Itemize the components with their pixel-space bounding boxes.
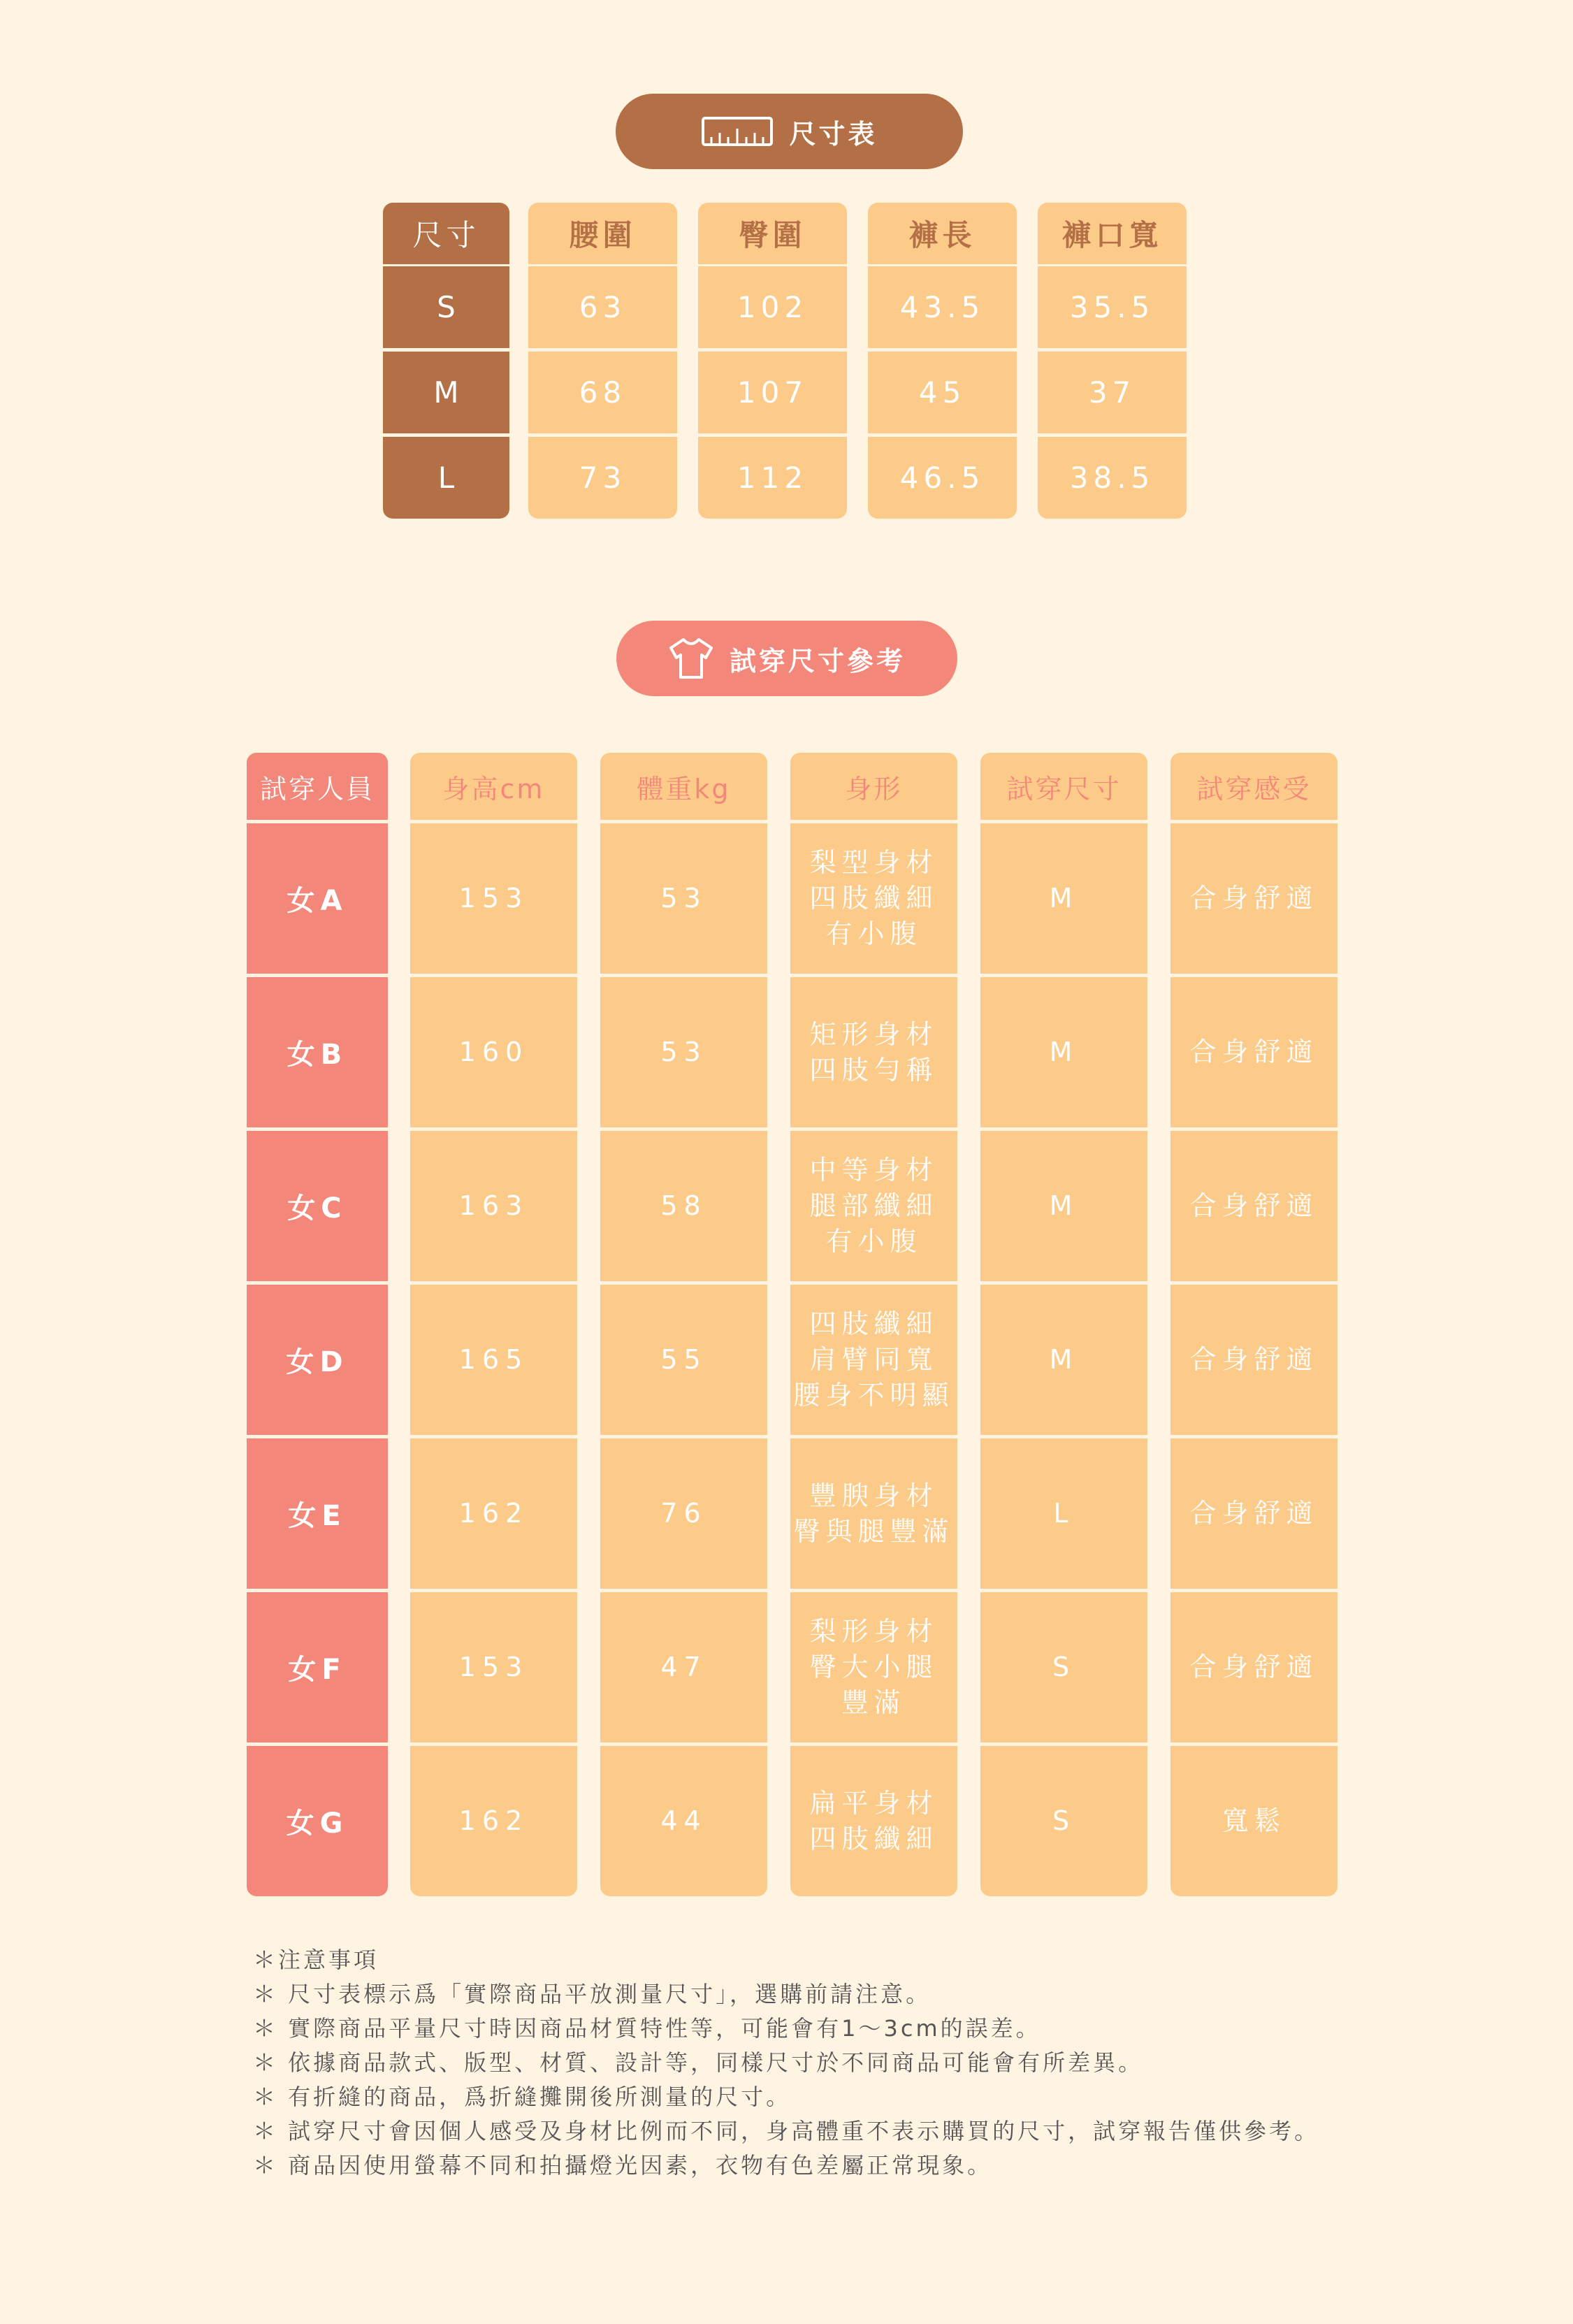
- hip-header: 臀圍: [698, 203, 847, 264]
- weight-value: 53: [600, 823, 767, 974]
- body-shape-lines: 梨形身材 臀大小腿 豐滿: [809, 1616, 938, 1718]
- body-shape-value: [790, 1131, 957, 1281]
- try-on-title-pill: [616, 621, 957, 696]
- tried-size-value: L: [980, 1438, 1147, 1589]
- tester-label: 女G: [247, 1746, 388, 1896]
- height-value: 153: [410, 823, 577, 974]
- size-value: 63: [528, 266, 677, 348]
- size-value: 102: [698, 266, 847, 348]
- tester-header: 試穿人員: [247, 753, 388, 820]
- body-shape-value: [790, 977, 957, 1127]
- tester-label: 女A: [247, 823, 388, 974]
- tester-label: 女B: [247, 977, 388, 1127]
- fit-feeling-value: 合身舒適: [1170, 1438, 1338, 1589]
- size-chart-title: 尺寸表: [789, 118, 878, 150]
- body-shape-lines: 扁平身材 四肢纖細: [809, 1787, 938, 1854]
- try-on-title: 試穿尺寸參考: [729, 645, 906, 677]
- note-item: ＊ 實際商品平量尺寸時因商品材質特性等，可能會有1～3cm的誤差。: [253, 2015, 1041, 2042]
- body-shape-lines: 中等身材 腿部纖細 有小腹: [809, 1155, 938, 1257]
- note-item: ＊ 依據商品款式、版型、材質、設計等，同樣尺寸於不同商品可能會有所差異。: [253, 2049, 1144, 2076]
- size-value: 107: [698, 352, 847, 433]
- size-chart-title-pill: [616, 94, 963, 169]
- length-header: 褲長: [868, 203, 1017, 264]
- notes: [253, 1943, 1560, 2183]
- waist-header: 腰圍: [528, 203, 677, 264]
- note-item: ＊ 商品因使用螢幕不同和拍攝燈光因素，衣物有色差屬正常現象。: [253, 2152, 993, 2179]
- note-item: ＊ 尺寸表標示爲「實際商品平放測量尺寸」，選購前請注意。: [253, 1981, 932, 2007]
- weight-value: 55: [600, 1285, 767, 1435]
- weight-value: 53: [600, 977, 767, 1127]
- height-value: 160: [410, 977, 577, 1127]
- body-shape-lines: 梨型身材 四肢纖細 有小腹: [809, 847, 938, 949]
- tried-size-value: M: [980, 823, 1147, 974]
- tried-size-value: M: [980, 1131, 1147, 1281]
- fit-feeling-value: 寬鬆: [1170, 1746, 1338, 1896]
- height-value: 163: [410, 1131, 577, 1281]
- size-header: 尺寸: [383, 203, 509, 264]
- size-value: 45: [868, 352, 1017, 433]
- fit-feeling-header: 試穿感受: [1170, 753, 1338, 820]
- tried-size-value: S: [980, 1746, 1147, 1896]
- height-value: 153: [410, 1592, 577, 1742]
- size-value: 68: [528, 352, 677, 433]
- tester-label: 女F: [247, 1592, 388, 1742]
- body-shape-lines: 矩形身材 四肢勻稱: [809, 1018, 938, 1085]
- weight-value: 76: [600, 1438, 767, 1589]
- tester-label: 女C: [247, 1131, 388, 1281]
- notes-title: ＊注意事項: [253, 1947, 379, 1973]
- size-value: 46.5: [868, 437, 1017, 519]
- tried-size-header: 試穿尺寸: [980, 753, 1147, 820]
- fit-feeling-value: 合身舒適: [1170, 977, 1338, 1127]
- note-item: ＊ 有折縫的商品，爲折縫攤開後所測量的尺寸。: [253, 2084, 792, 2110]
- fit-feeling-value: 合身舒適: [1170, 1131, 1338, 1281]
- size-value: 37: [1038, 352, 1187, 433]
- height-header: 身高cm: [410, 753, 577, 820]
- size-value: 43.5: [868, 266, 1017, 348]
- size-label: L: [383, 437, 509, 519]
- fit-feeling-value: 合身舒適: [1170, 1285, 1338, 1435]
- body-shape-value: [790, 1592, 957, 1742]
- body-shape-header: 身形: [790, 753, 957, 820]
- hem-width-header: 褲口寬: [1038, 203, 1187, 264]
- fit-feeling-value: 合身舒適: [1170, 1592, 1338, 1742]
- ruler-icon: [701, 116, 774, 147]
- tshirt-icon: [668, 637, 714, 680]
- size-value: 38.5: [1038, 437, 1187, 519]
- size-label: S: [383, 266, 509, 348]
- size-value: 112: [698, 437, 847, 519]
- tried-size-value: M: [980, 1285, 1147, 1435]
- tried-size-value: S: [980, 1592, 1147, 1742]
- body-shape-lines: 豐腴身材 臀與腿豐滿: [793, 1480, 955, 1547]
- weight-value: 47: [600, 1592, 767, 1742]
- body-shape-lines: 四肢纖細 肩臂同寬 腰身不明顯: [793, 1308, 955, 1410]
- fit-feeling-value: 合身舒適: [1170, 823, 1338, 974]
- tester-label: 女D: [247, 1285, 388, 1435]
- note-item: ＊ 試穿尺寸會因個人感受及身材比例而不同，身高體重不表示購買的尺寸，試穿報告僅供參考。: [253, 2118, 1320, 2144]
- tester-label: 女E: [247, 1438, 388, 1589]
- body-shape-value: [790, 1746, 957, 1896]
- body-shape-value: [790, 1438, 957, 1589]
- height-value: 165: [410, 1285, 577, 1435]
- weight-header: 體重kg: [600, 753, 767, 820]
- body-shape-value: [790, 1285, 957, 1435]
- height-value: 162: [410, 1746, 577, 1896]
- tried-size-value: M: [980, 977, 1147, 1127]
- size-label: M: [383, 352, 509, 433]
- size-value: 73: [528, 437, 677, 519]
- size-value: 35.5: [1038, 266, 1187, 348]
- weight-value: 58: [600, 1131, 767, 1281]
- height-value: 162: [410, 1438, 577, 1589]
- body-shape-value: [790, 823, 957, 974]
- weight-value: 44: [600, 1746, 767, 1896]
